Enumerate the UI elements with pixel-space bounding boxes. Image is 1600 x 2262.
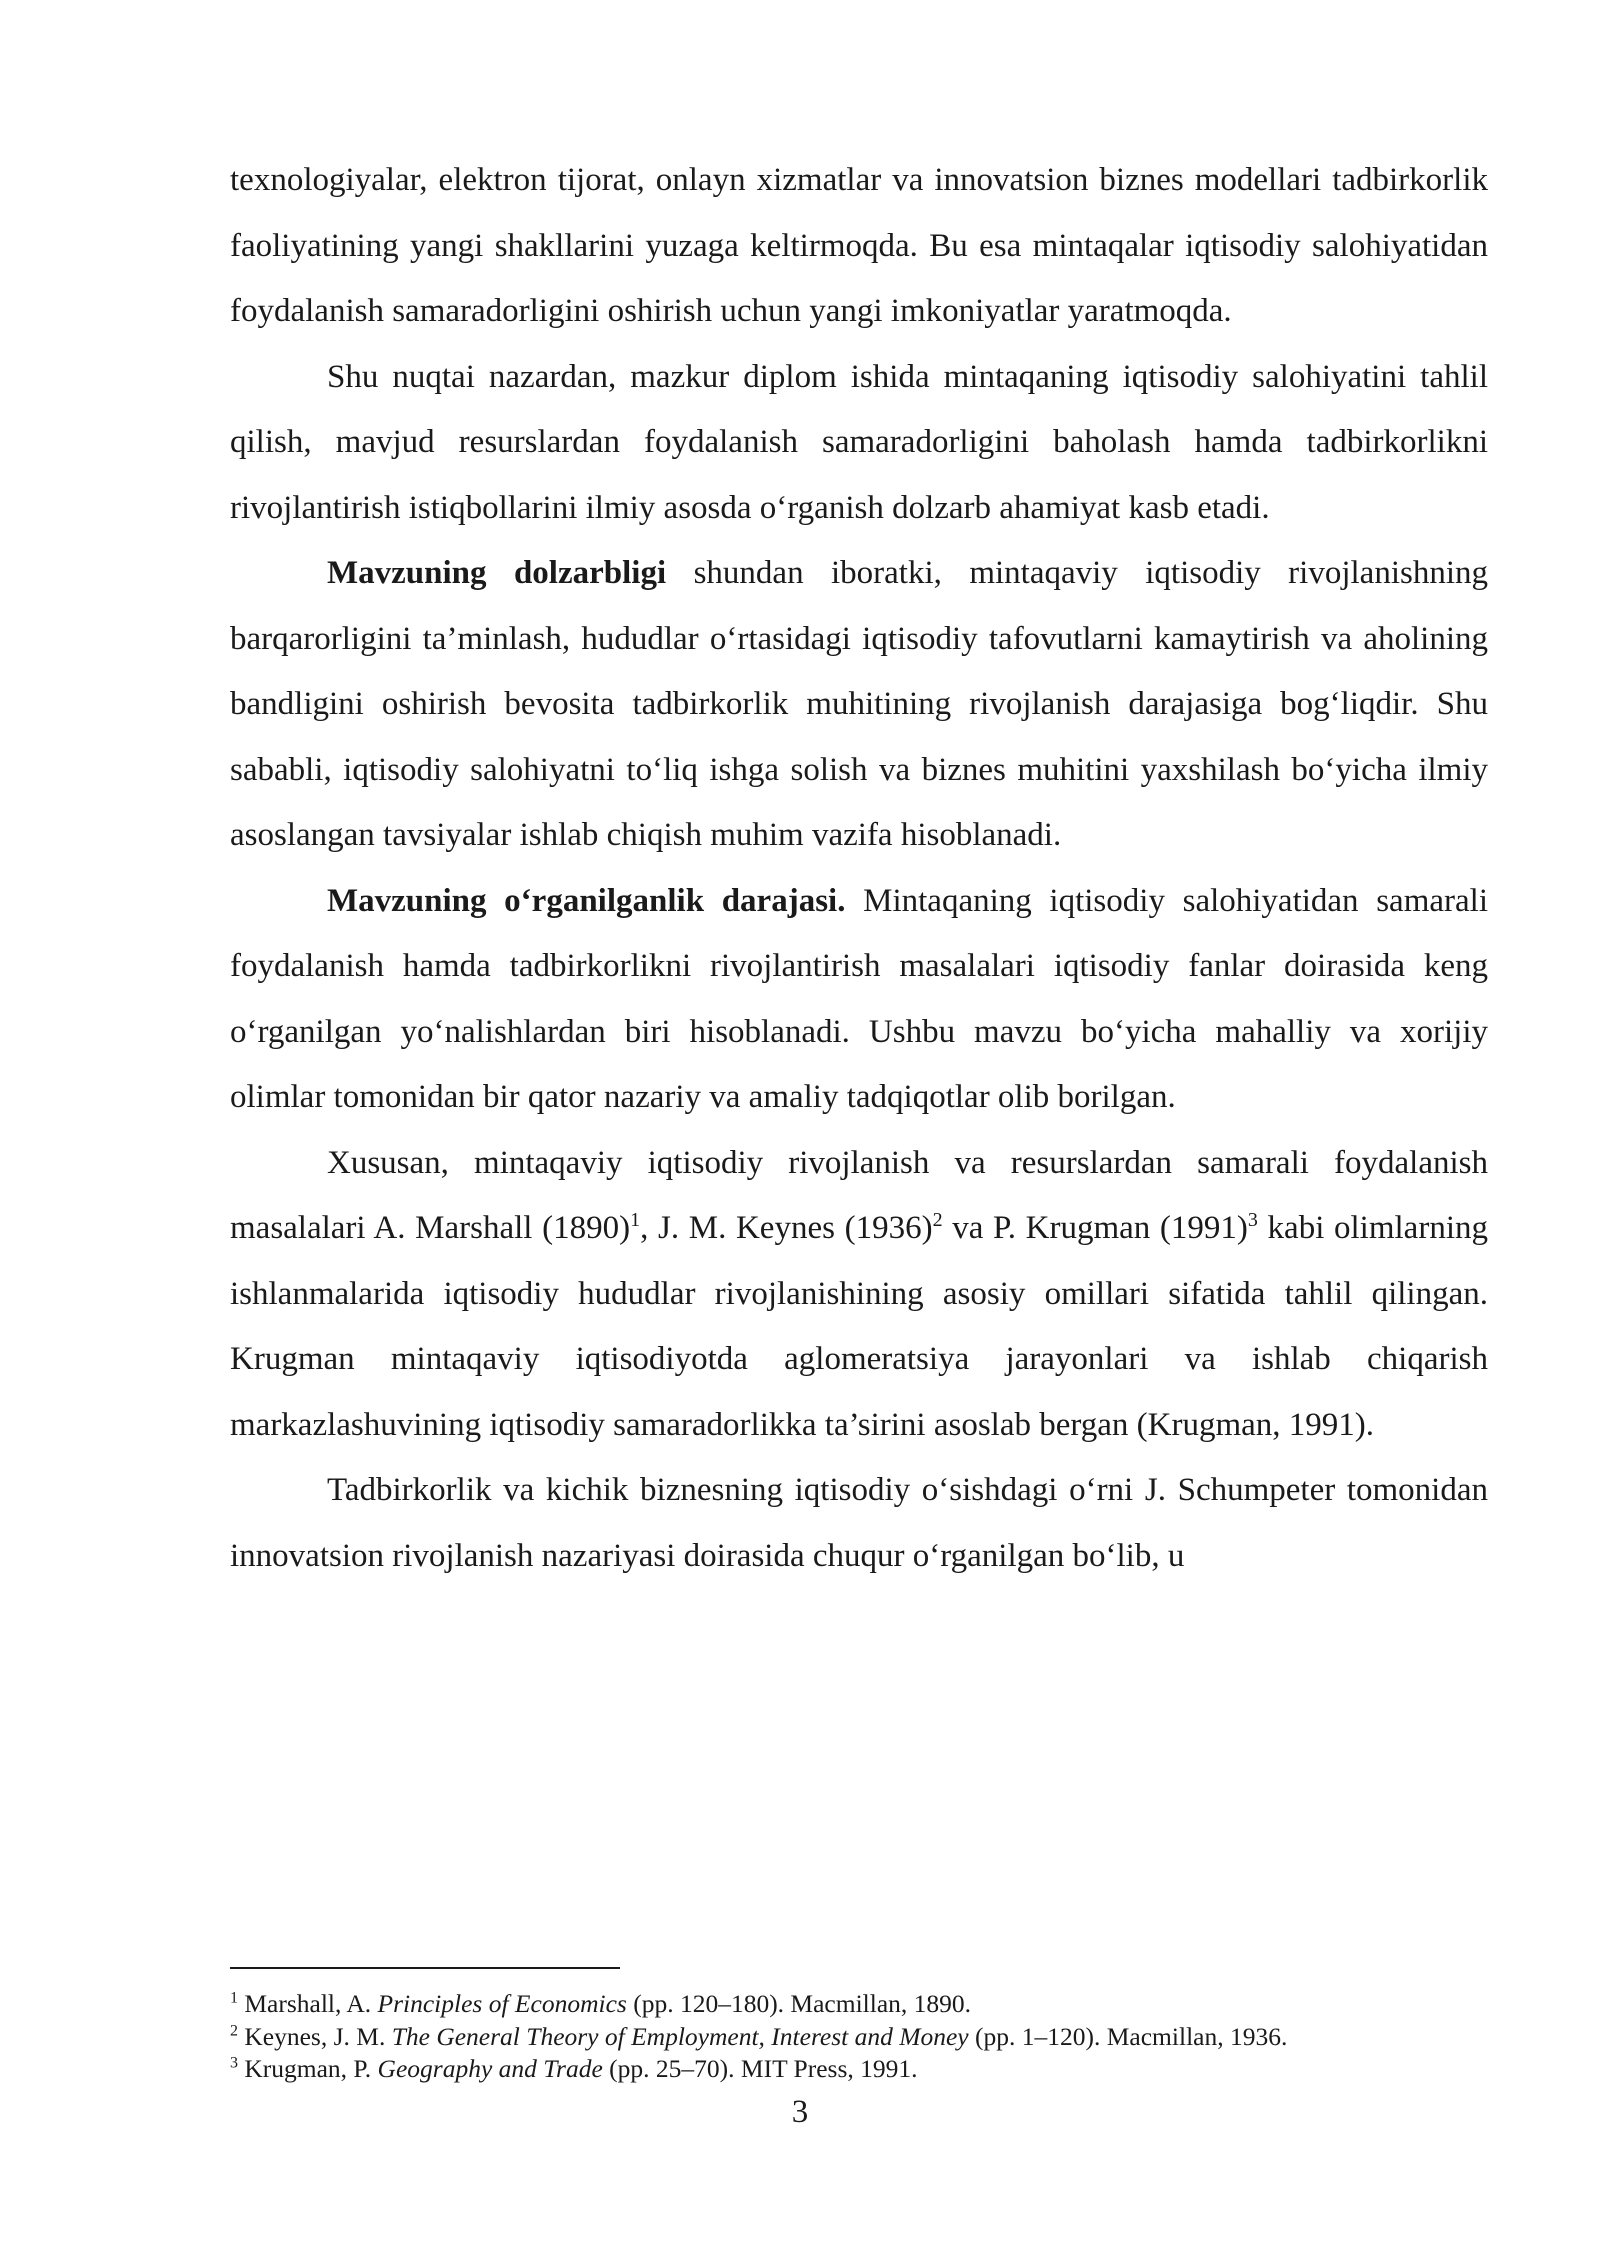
footnote-number: 1 — [230, 1989, 238, 2007]
footnote-number: 3 — [230, 2054, 238, 2072]
footnote-text: (pp. 1–120). Macmillan, 1936. — [968, 2021, 1288, 2051]
footnote-ref-1[interactable]: 1 — [630, 1209, 641, 1231]
footnote-1 — [230, 1988, 1488, 2021]
footnote-title: Principles of Economics — [377, 1989, 627, 2018]
footnote-text: (pp. 120–180). Macmillan, 1890. — [626, 1989, 972, 2018]
page-number: 3 — [791, 2094, 809, 2130]
paragraph-entrepreneurship — [230, 1458, 1488, 1589]
paragraph-text: shundan iboratki, mintaqaviy iqtisodiy rivojlanishning barqarorligini ta’minlash, hududlar o‘rtasidagi iqtisodiy tafovutlarni kamaytirish va aholining bandligini oshirish bevosita tadbirkorlik muhitining rivojlanish darajasiga bog‘liqdir. Shu sababli, iqtisodiy salohiyatni to‘liq ishga solish va biznes muhitini yaxshilash bo‘yicha ilmiy asoslangan tavsiyalar ishlab chiqish muhim vazifa hisoblanadi. — [230, 555, 1489, 853]
paragraph-text: Xususan, mintaqaviy iqtisodiy rivojlanish va resurslardan samarali foydalanish masalalari A. Marshall (1890) — [230, 1144, 1488, 1246]
paragraph-text: , J. M. Keynes (1936) — [640, 1210, 933, 1246]
paragraph-text: Tadbirkorlik va kichik biznesning iqtisodiy o‘sishdagi o‘rni J. Schumpeter tomonidan innovatsion rivojlanish nazariyasi doirasida chuqur o‘rganilgan bo‘lib, u — [230, 1472, 1488, 1574]
paragraph-context — [230, 345, 1488, 542]
footnote-text: Marshall, A. — [238, 1989, 378, 2018]
footnote-ref-2[interactable]: 2 — [932, 1209, 943, 1231]
footnotes — [230, 1988, 1488, 2086]
footnote-text: Keynes, J. M. — [238, 2021, 392, 2051]
footnote-ref-3[interactable]: 3 — [1247, 1209, 1258, 1231]
footnote-2 — [230, 2021, 1488, 2054]
footnote-number: 2 — [230, 2022, 238, 2039]
paragraph-relevance — [230, 541, 1488, 869]
footnote-3 — [230, 2053, 1488, 2086]
footnote-title: Geography and Trade — [377, 2054, 603, 2083]
paragraph-research-degree — [230, 869, 1488, 1131]
paragraph-text: va P. Krugman (1991) — [942, 1210, 1248, 1246]
paragraph-continuation — [230, 148, 1488, 345]
body-text — [230, 148, 1488, 1589]
paragraph-text: Shu nuqtai nazardan, mazkur diplom ishida mintaqaning iqtisodiy salohiyatini tahlil qilish, mavjud resurslardan foydalanish samaradorligini baholash hamda tadbirkorlikni rivojlantirish istiqbollarini ilmiy asosda o‘rganish dolzarb ahamiyat kasb etadi. — [230, 358, 1488, 526]
research-degree-heading: Mavzuning o‘rganilganlik darajasi. — [327, 882, 846, 919]
paragraph-text: kabi olimlarning ishlanmalarida iqtisodiy hududlar rivojlanishining asosiy omillari sifatida tahlil qilingan. Krugman mintaqaviy iqtisodiyotda aglomeratsiya jarayonlari va ishlab chiqarish markazlashuvining iqtisodiy samaradorlikka ta’sirini asoslab bergan (Krugman, 1991). — [230, 1210, 1488, 1443]
footnote-text: (pp. 25–70). MIT Press, 1991. — [602, 2054, 918, 2083]
relevance-heading: Mavzuning dolzarbligi — [327, 555, 667, 591]
paragraph-text: texnologiyalar, elektron tijorat, onlayn xizmatlar va innovatsion biznes modellari tadbirkorlik faoliyatining yangi shakllarini yuzaga keltirmoqda. Bu esa mintaqalar iqtisodiy salohiyatidan foydalanish samaradorligini oshirish uchun yangi imkoniyatlar yaratmoqda. — [230, 162, 1488, 329]
footnote-separator — [230, 1967, 620, 1969]
footnote-text: Krugman, P. — [238, 2054, 378, 2083]
paragraph-scholars — [230, 1131, 1488, 1459]
paragraph-text: Mintaqaning iqtisodiy salohiyatidan samarali foydalanish hamda tadbirkorlikni rivojlantirish masalalari iqtisodiy fanlar doirasida keng o‘rganilgan yo‘nalishlardan biri hisoblanadi. Ushbu mavzu bo‘yicha mahalliy va xorijiy olimlar tomonidan bir qator nazariy va amaliy tadqiqotlar olib borilgan. — [230, 882, 1488, 1115]
footnote-title: The General Theory of Employment, Interest and Money — [391, 2021, 969, 2051]
